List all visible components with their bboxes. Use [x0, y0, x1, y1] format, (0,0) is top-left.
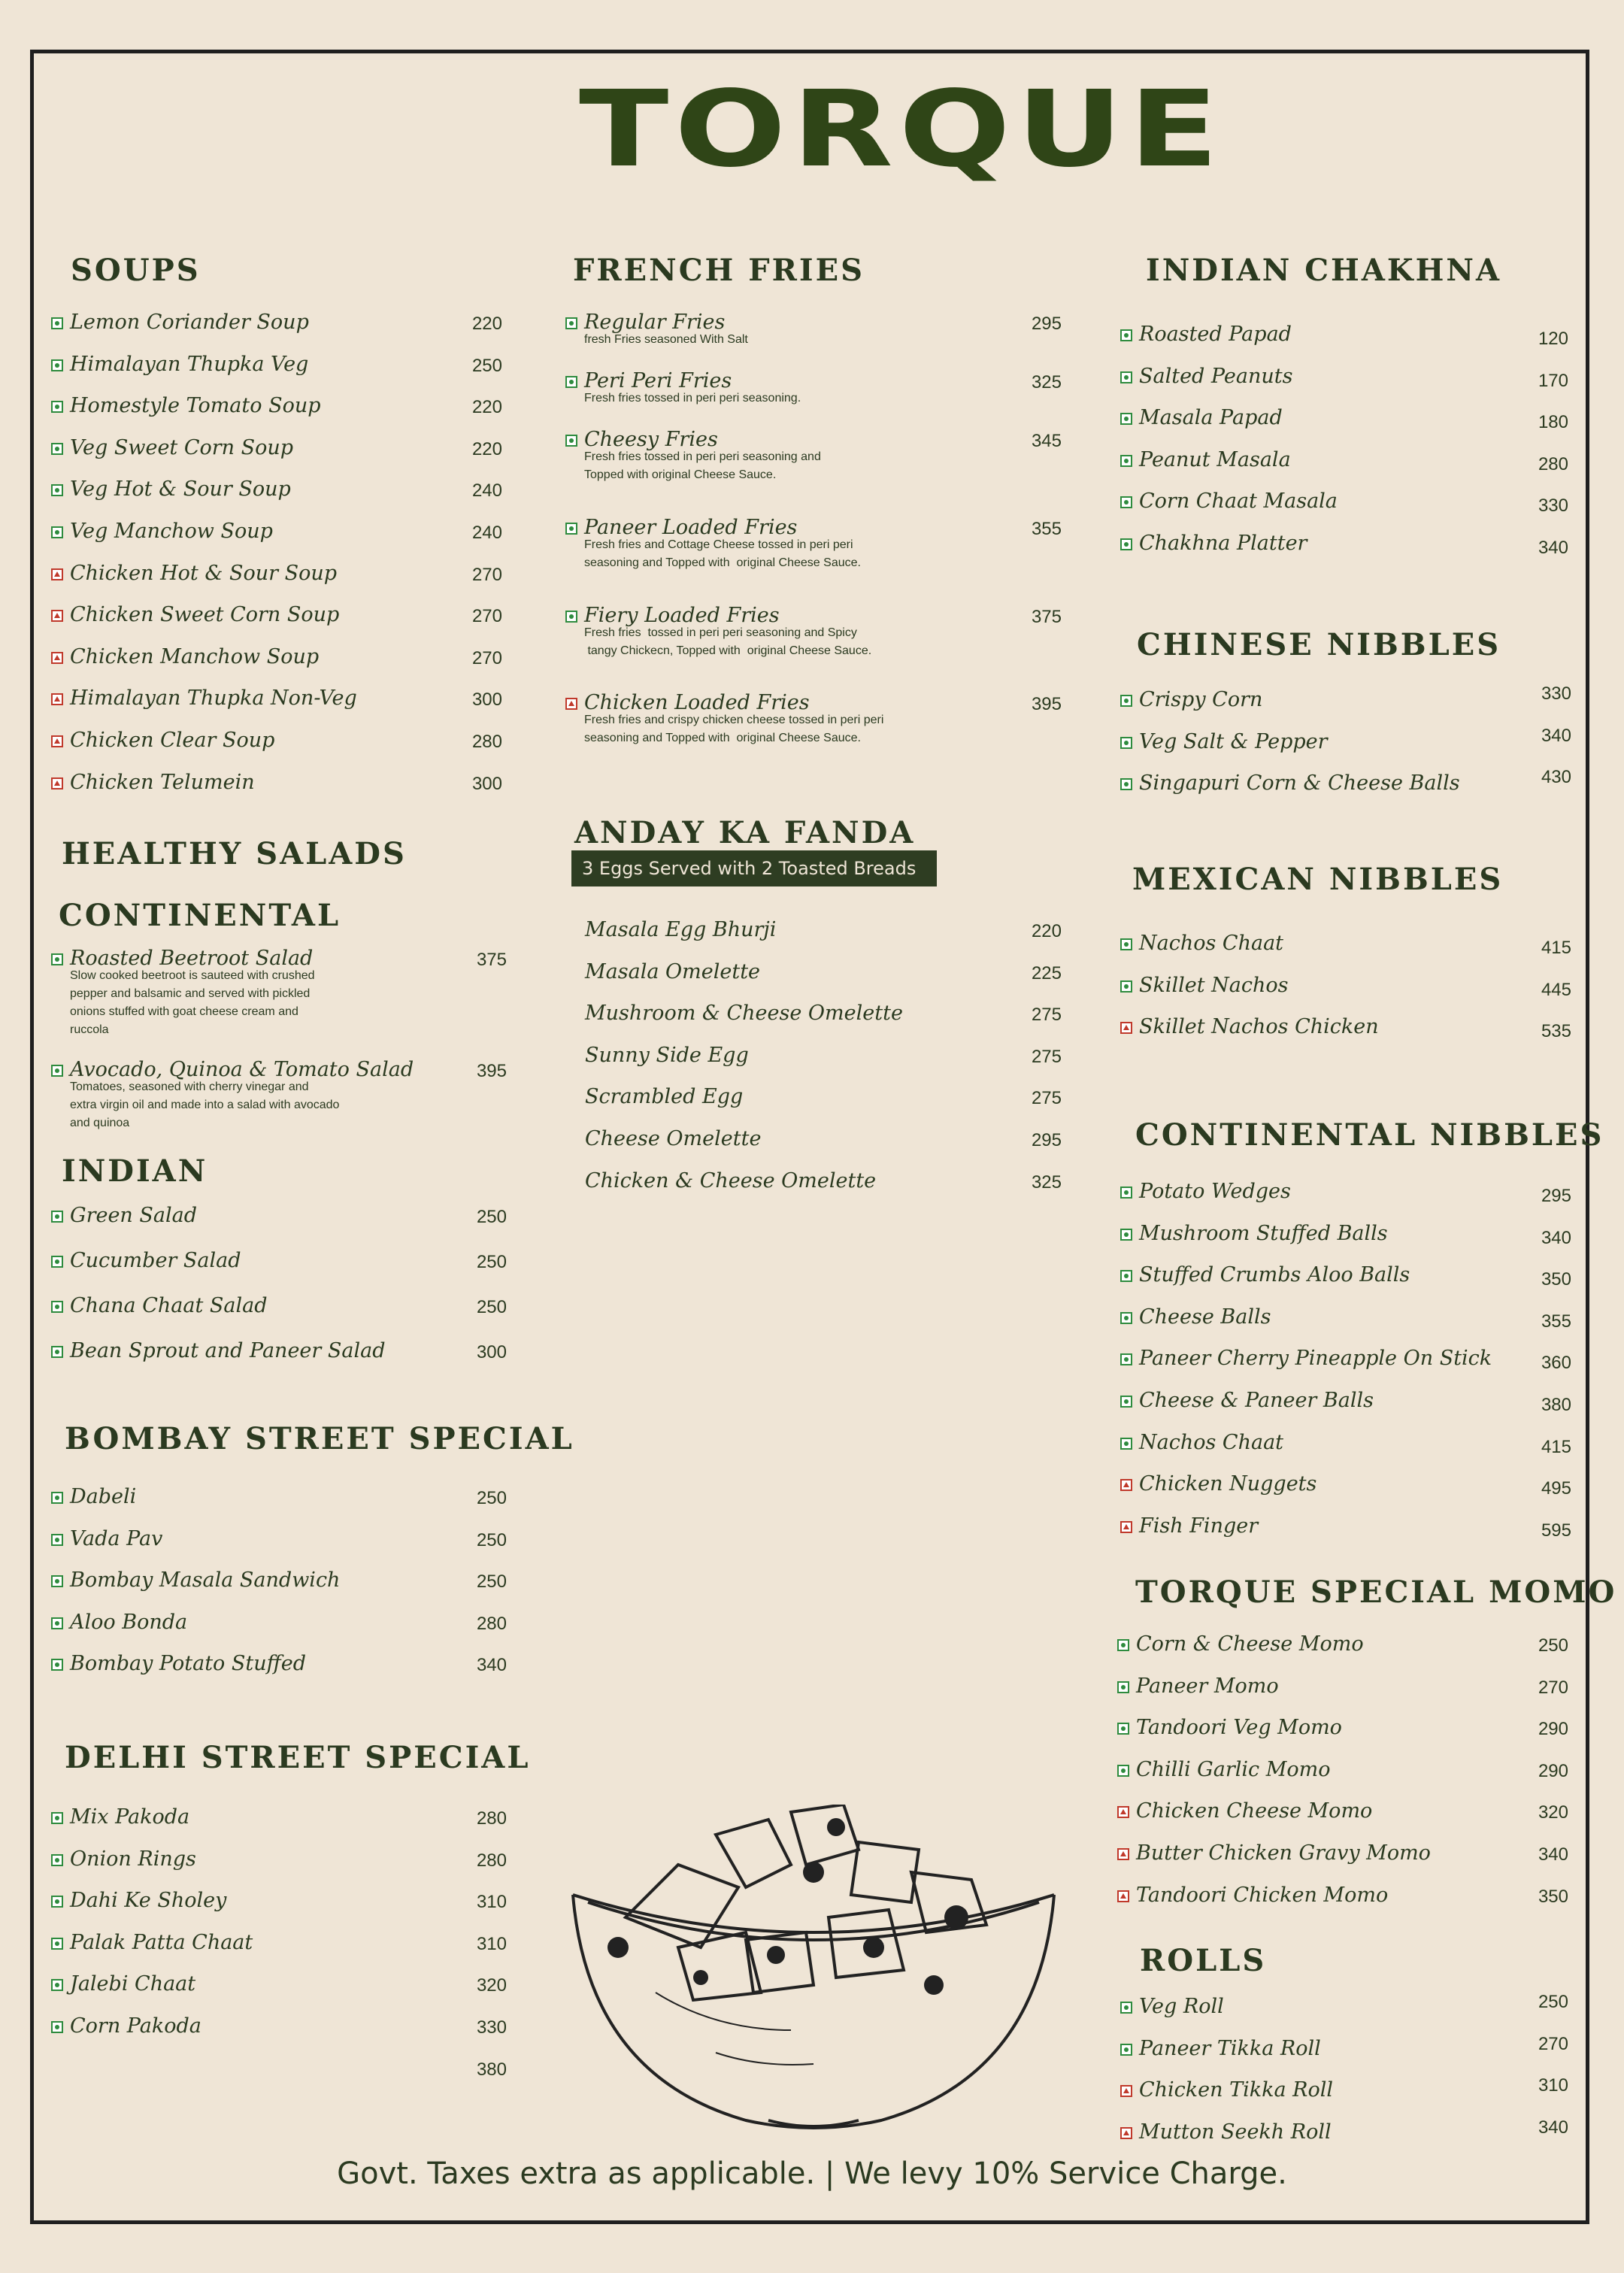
item-name: Aloo Bonda [70, 1610, 188, 1634]
section-title-delhi: DELHI STREET SPECIAL [65, 1740, 531, 1775]
veg-icon [1120, 778, 1132, 790]
item-name: Chicken Nuggets [1139, 1472, 1317, 1496]
item-name: Green Salad [70, 1204, 198, 1227]
non-veg-icon [51, 610, 63, 622]
item-name: Fish Finger [1139, 1514, 1259, 1538]
veg-icon [51, 443, 63, 455]
item-price: 270 [471, 647, 502, 668]
veg-icon [51, 2021, 63, 2033]
veg-icon [1120, 329, 1132, 341]
item-price: 250 [476, 1252, 507, 1272]
item-name: Chicken Hot & Sour Soup [70, 561, 338, 585]
item-name: Corn Chaat Masala [1139, 489, 1338, 514]
item-price: 330 [1541, 683, 1571, 704]
item-price: 275 [1031, 1046, 1062, 1067]
item-name: Roasted Papad [1139, 323, 1292, 346]
item-name: Nachos Chaat [1139, 1430, 1284, 1454]
veg-icon [1120, 737, 1132, 749]
item-name: Roasted Beetroot Salad [70, 947, 314, 970]
non-veg-icon [1117, 1890, 1129, 1902]
item-name: Tandoori Veg Momo [1136, 1716, 1342, 1740]
veg-icon [1120, 1187, 1132, 1199]
item-price: 330 [476, 2017, 507, 2038]
item-price: 310 [476, 1892, 507, 1913]
item-name: Chana Chaat Salad [70, 1294, 268, 1317]
item-price: 220 [471, 314, 502, 334]
item-price: 300 [471, 773, 502, 794]
section-title-continental: CONTINENTAL [59, 898, 341, 933]
item-name: Crispy Corn [1139, 688, 1263, 711]
item-price: 340 [1538, 538, 1568, 558]
item-name: Mushroom & Cheese Omelette [585, 1002, 903, 1026]
item-price: 250 [476, 1529, 507, 1550]
non-veg-icon [1120, 1479, 1132, 1491]
veg-icon [565, 376, 577, 388]
veg-icon [51, 1346, 63, 1358]
item-price: 280 [476, 1808, 507, 1829]
item-name: Regular Fries [584, 311, 726, 334]
item-price: 445 [1541, 979, 1571, 1000]
item-price: 375 [1031, 607, 1062, 627]
non-veg-icon [1120, 2085, 1132, 2097]
item-description: Fresh fries tossed in peri peri seasoning. [584, 392, 801, 405]
item-price: 375 [476, 950, 507, 970]
item-price: 355 [1031, 519, 1062, 539]
section-title-continental-nibbles: CONTINENTAL NIBBLES [1135, 1117, 1604, 1153]
item-price: 250 [476, 1488, 507, 1508]
item-price: 290 [1538, 1760, 1568, 1781]
veg-icon [1120, 538, 1132, 550]
item-price: 325 [1031, 1171, 1062, 1193]
veg-icon [1120, 2044, 1132, 2056]
item-price: 320 [1538, 1802, 1568, 1823]
item-price: 240 [471, 480, 502, 502]
veg-icon [51, 1617, 63, 1629]
eggs-note-badge: 3 Eggs Served with 2 Toasted Breads [571, 850, 937, 886]
item-name: Paneer Tikka Roll [1139, 2036, 1321, 2060]
veg-icon [51, 1979, 63, 1991]
item-price: 340 [1538, 1844, 1568, 1865]
veg-icon [51, 1575, 63, 1587]
section-title-soups: SOUPS [71, 253, 201, 288]
item-price: 250 [476, 1297, 507, 1317]
item-price: 295 [1031, 314, 1062, 334]
non-veg-icon [1120, 1521, 1132, 1533]
section-title-fries: FRENCH FRIES [573, 253, 865, 288]
non-veg-icon [1117, 1806, 1129, 1818]
item-price: 240 [471, 523, 502, 543]
item-price: 395 [476, 1061, 507, 1081]
item-name: Veg Roll [1139, 1995, 1224, 2018]
item-price: 300 [476, 1342, 507, 1362]
item-price: 280 [476, 1850, 507, 1871]
item-description: Fresh fries tossed in peri peri seasoning and Spicy tangy Chickecn, Topped with original Cheese Sauce. [584, 626, 872, 657]
item-name: Veg Hot & Sour Soup [70, 477, 291, 502]
section-title-indian: INDIAN [62, 1153, 208, 1189]
item-name: Peanut Masala [1139, 447, 1291, 471]
item-price: 275 [1031, 1005, 1062, 1026]
veg-icon [1120, 1438, 1132, 1450]
item-price: 250 [476, 1207, 507, 1227]
veg-icon [51, 1812, 63, 1824]
item-price: 310 [1538, 2075, 1568, 2096]
item-name: Dabeli [70, 1485, 137, 1508]
item-price: 180 [1538, 412, 1568, 433]
item-name: Lemon Coriander Soup [70, 311, 309, 334]
footer-note: Govt. Taxes extra as applicable. | We levy 10% Service Charge. [337, 2156, 1287, 2191]
item-price: 295 [1031, 1130, 1062, 1150]
item-price: 250 [476, 1571, 507, 1593]
section-title-chakhna: INDIAN CHAKHNA [1146, 253, 1502, 288]
item-name: Avocado, Quinoa & Tomato Salad [70, 1058, 414, 1081]
veg-icon [1117, 1639, 1129, 1651]
item-name: Masala Papad [1139, 406, 1283, 430]
item-name: Mushroom Stuffed Balls [1139, 1221, 1388, 1245]
item-description: Fresh fries and crispy chicken cheese tossed in peri peri seasoning and Topped with original Cheese Sauce. [584, 714, 884, 744]
item-name: Paneer Loaded Fries [584, 516, 798, 539]
item-name: Chicken Manchow Soup [70, 644, 320, 668]
item-price: 220 [1031, 921, 1062, 941]
item-price: 250 [1538, 1992, 1568, 2012]
item-name: Veg Manchow Soup [70, 520, 273, 543]
item-price: 225 [1031, 962, 1062, 983]
veg-icon [51, 1938, 63, 1950]
item-name: Sunny Side Egg [585, 1043, 749, 1067]
non-veg-icon [51, 735, 63, 747]
item-description: Fresh fries tossed in peri peri seasoning and Topped with original Cheese Sauce. [584, 450, 821, 481]
item-price: 250 [1538, 1635, 1568, 1656]
item-price: 280 [471, 732, 502, 752]
item-name: Chilli Garlic Momo [1136, 1757, 1331, 1781]
item-name: Chakhna Platter [1139, 532, 1307, 555]
non-veg-icon [51, 777, 63, 789]
veg-icon [565, 317, 577, 329]
item-name: Himalayan Thupka Non-Veg [70, 686, 357, 711]
item-name: Paneer Momo [1136, 1674, 1279, 1698]
item-name: Veg Salt & Pepper [1139, 729, 1328, 753]
item-price: 220 [471, 438, 502, 459]
item-price: 340 [1541, 725, 1571, 746]
section-title-rolls: ROLLS [1140, 1943, 1267, 1978]
item-name: Cheese & Paneer Balls [1139, 1389, 1374, 1412]
item-name: Stuffed Crumbs Aloo Balls [1139, 1263, 1410, 1287]
item-name: Jalebi Chaat [70, 1972, 196, 1996]
item-price: 350 [1538, 1886, 1568, 1907]
item-name: Cheese Balls [1139, 1305, 1271, 1329]
veg-icon [51, 1256, 63, 1268]
item-price: 290 [1538, 1719, 1568, 1740]
item-name: Tandoori Chicken Momo [1136, 1883, 1389, 1907]
veg-icon [565, 523, 577, 535]
item-name: Skillet Nachos [1139, 973, 1289, 997]
item-name: Masala Omelette [585, 959, 761, 983]
item-name: Fiery Loaded Fries [584, 604, 780, 627]
item-name: Himalayan Thupka Veg [70, 352, 309, 376]
item-name: Salted Peanuts [1139, 364, 1293, 388]
item-price: 300 [471, 689, 502, 711]
item-name: Chicken Clear Soup [70, 729, 275, 752]
item-name: Cheese Omelette [585, 1127, 762, 1150]
item-price: 380 [1541, 1395, 1571, 1415]
item-price: 280 [476, 1613, 507, 1634]
veg-icon [1120, 1353, 1132, 1365]
veg-icon [1120, 1229, 1132, 1241]
item-name: Mix Pakoda [70, 1805, 190, 1829]
item-name: Skillet Nachos Chicken [1139, 1015, 1379, 1039]
item-name: Dahi Ke Sholey [70, 1889, 227, 1913]
item-price: 325 [1031, 372, 1062, 392]
section-title-anday: ANDAY KA FANDA [574, 815, 916, 850]
veg-icon [565, 611, 577, 623]
item-name: Singapuri Corn & Cheese Balls [1139, 771, 1460, 796]
item-name: Chicken Cheese Momo [1136, 1799, 1373, 1823]
veg-icon [51, 1492, 63, 1504]
veg-icon [51, 1534, 63, 1546]
non-veg-icon [1120, 1022, 1132, 1034]
item-name: Corn Pakoda [70, 2014, 201, 2038]
item-price: 120 [1538, 329, 1568, 349]
veg-icon [51, 1301, 63, 1313]
veg-icon [51, 484, 63, 496]
veg-icon [51, 1896, 63, 1908]
item-name: Butter Chicken Gravy Momo [1136, 1841, 1431, 1865]
item-price: 495 [1541, 1478, 1571, 1499]
veg-icon [1120, 413, 1132, 425]
item-price: 350 [1541, 1269, 1571, 1290]
item-price: 430 [1541, 767, 1571, 788]
veg-icon [1120, 496, 1132, 508]
veg-icon [51, 1211, 63, 1223]
item-price: 395 [1031, 694, 1062, 714]
item-name: Bean Sprout and Paneer Salad [70, 1339, 386, 1362]
veg-icon [51, 401, 63, 413]
non-veg-icon [51, 652, 63, 664]
item-name: Bombay Potato Stuffed [70, 1652, 307, 1676]
item-name: Chicken & Cheese Omelette [585, 1168, 877, 1193]
item-description: fresh Fries seasoned With Salt [584, 333, 748, 346]
veg-icon [51, 526, 63, 538]
item-name: Chicken Tikka Roll [1139, 2078, 1334, 2102]
item-name: Nachos Chaat [1139, 932, 1284, 955]
item-name: Bombay Masala Sandwich [70, 1568, 341, 1593]
salad-bowl-illustration [565, 1805, 1062, 2135]
veg-icon [1117, 1723, 1129, 1735]
item-name: Onion Rings [70, 1847, 196, 1871]
section-title-healthy-salads: HEALTHY SALADS [62, 836, 407, 871]
item-name: Palak Patta Chaat [70, 1930, 253, 1954]
brand-logo: TORQUE [579, 68, 1225, 191]
non-veg-icon [565, 698, 577, 710]
veg-icon [1120, 2002, 1132, 2014]
item-price: 270 [471, 606, 502, 627]
item-name: Peri Peri Fries [584, 369, 732, 392]
item-name: Chicken Telumein [70, 770, 255, 794]
veg-icon [51, 953, 63, 965]
veg-icon [1120, 695, 1132, 707]
non-veg-icon [1120, 2127, 1132, 2139]
item-price: 340 [1538, 2117, 1568, 2138]
item-name: Chicken Loaded Fries [584, 691, 810, 714]
item-price: 250 [471, 355, 502, 376]
veg-icon [1120, 371, 1132, 383]
item-name: Scrambled Egg [585, 1085, 744, 1109]
item-name: Mutton Seekh Roll [1139, 2120, 1332, 2144]
item-price: 345 [1031, 431, 1062, 451]
item-price: 535 [1541, 1021, 1571, 1042]
veg-icon [1120, 1312, 1132, 1324]
section-title-momo: TORQUE SPECIAL MOMO [1135, 1574, 1617, 1610]
non-veg-icon [51, 693, 63, 705]
item-description: Fresh fries and Cottage Cheese tossed in peri peri seasoning and Topped with original Cheese Sauce. [584, 538, 861, 569]
section-title-mexican: MEXICAN NIBBLES [1132, 862, 1504, 897]
item-name: Chicken Sweet Corn Soup [70, 603, 340, 627]
item-name: Homestyle Tomato Soup [70, 394, 321, 418]
veg-icon [1120, 1396, 1132, 1408]
item-price: 330 [1538, 496, 1568, 517]
item-price: 295 [1541, 1186, 1571, 1206]
item-description: Slow cooked beetroot is sauteed with crushed pepper and balsamic and served with pickled onions stuffed with goat cheese cream and ruccola [70, 969, 315, 1036]
item-price: 320 [476, 1975, 507, 1996]
veg-icon [51, 317, 63, 329]
section-title-bombay: BOMBAY STREET SPECIAL [65, 1421, 574, 1456]
item-price: 220 [471, 397, 502, 418]
veg-icon [51, 1659, 63, 1671]
item-price: 415 [1541, 1436, 1571, 1457]
item-price: 270 [471, 564, 502, 585]
item-name: Masala Egg Bhurji [585, 918, 777, 941]
veg-icon [51, 1065, 63, 1077]
item-price: 275 [1031, 1088, 1062, 1109]
item-name: Vada Pav [70, 1526, 163, 1550]
veg-icon [1120, 980, 1132, 993]
item-price: 415 [1541, 938, 1571, 958]
item-price: 355 [1541, 1311, 1571, 1332]
veg-icon [565, 435, 577, 447]
item-name: Cheesy Fries [584, 428, 718, 451]
item-price: 280 [1538, 453, 1568, 474]
veg-icon [1120, 938, 1132, 950]
item-price: 170 [1538, 370, 1568, 391]
veg-icon [51, 359, 63, 371]
item-name: Veg Sweet Corn Soup [70, 435, 294, 459]
non-veg-icon [51, 568, 63, 580]
item-price: 380 [476, 2059, 507, 2080]
veg-icon [1117, 1765, 1129, 1777]
item-name: Cucumber Salad [70, 1249, 241, 1272]
item-price: 360 [1541, 1353, 1571, 1374]
veg-icon [1117, 1681, 1129, 1693]
non-veg-icon [1117, 1848, 1129, 1860]
item-description: Tomatoes, seasoned with cherry vinegar and extra virgin oil and made into a salad with avocado and quinoa [70, 1080, 340, 1129]
veg-icon [1120, 1270, 1132, 1282]
item-name: Paneer Cherry Pineapple On Stick [1139, 1347, 1492, 1371]
item-price: 310 [476, 1933, 507, 1954]
item-price: 270 [1538, 1677, 1568, 1698]
item-name: Corn & Cheese Momo [1136, 1632, 1364, 1656]
item-price: 595 [1541, 1520, 1571, 1541]
item-price: 340 [476, 1655, 507, 1676]
item-name: Potato Wedges [1139, 1180, 1291, 1203]
veg-icon [51, 1854, 63, 1866]
item-price: 270 [1538, 2033, 1568, 2054]
veg-icon [1120, 455, 1132, 467]
section-title-chinese: CHINESE NIBBLES [1137, 627, 1501, 662]
item-price: 340 [1541, 1227, 1571, 1248]
